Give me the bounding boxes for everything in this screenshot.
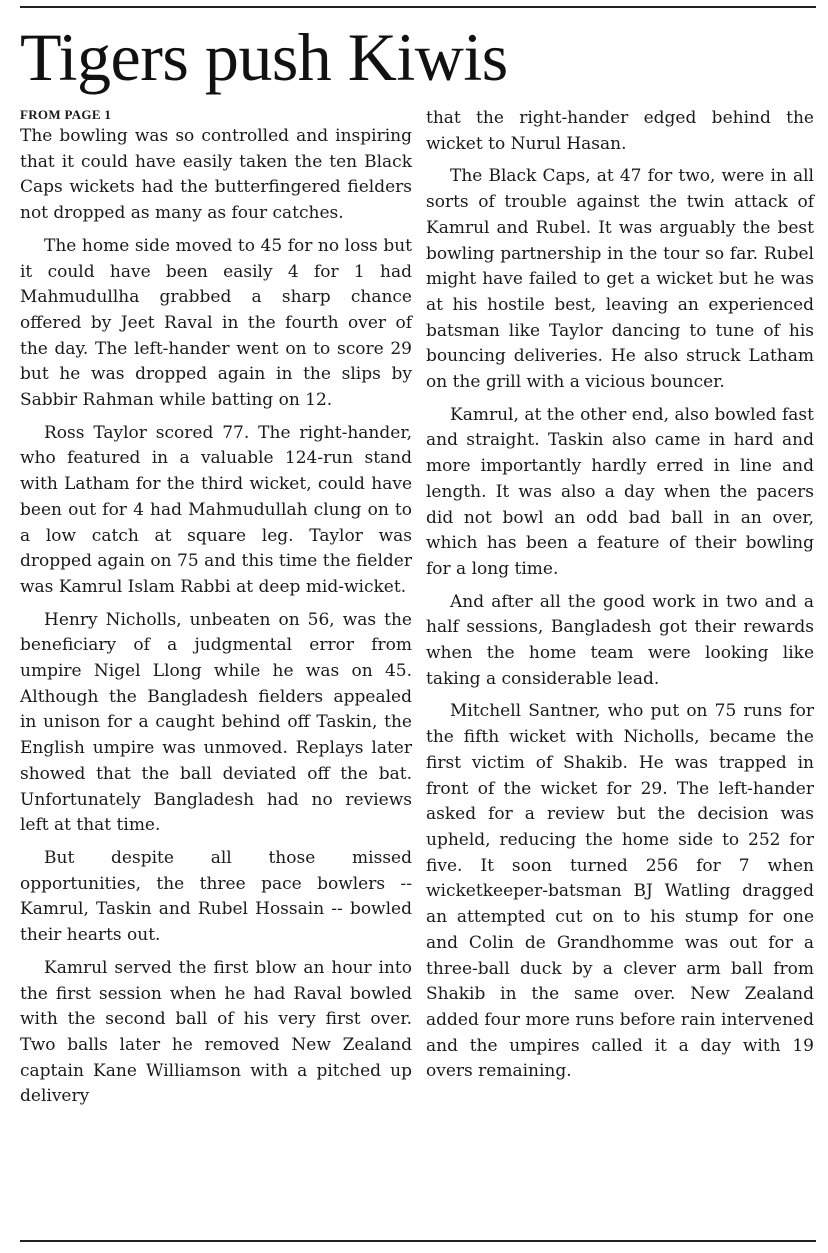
- top-rule: [20, 6, 816, 8]
- paragraph: Kamrul served the first blow an hour into the first session when he had Raval bowled with the second ball of his very first over. Two balls later he removed New Zealand captain Kane Williamson with a pitched up delivery: [20, 957, 412, 1107]
- paragraph: Henry Nicholls, unbeaten on 56, was the beneficiary of a judgmental error from umpire Nigel Llong while he was on 45. Although the Bangladesh fielders appealed in unison for a caught behind off Taskin, the English umpire was unmoved. Replays later showed that the ball deviated off the bat. Unfortunately Bangladesh had no reviews left at that time.: [20, 609, 412, 836]
- paragraph: Kamrul, at the other end, also bowled fast and straight. Taskin also came in hard and more importantly hardly erred in line and length. It was also a day when the pacers did not bowl an odd bad ball in an over, which has been a feature of their bowling for a long time.: [426, 404, 814, 579]
- paragraph: The Black Caps, at 47 for two, were in all sorts of trouble against the twin attack of Kamrul and Rubel. It was arguably the best bowling partnership in the tour so far. Rubel might have failed to get a wicket but he was at his hostile best, leaving an experienced batsman like Taylor dancing to tune of his bouncing deliveries. He also struck Latham on the grill with a vicious bouncer.: [426, 166, 814, 393]
- paragraph: Ross Taylor scored 77. The right-hander, who featured in a valuable 124-run stand with Latham for the third wicket, could have been out for 4 had Mahmudullah clung on to a low catch at square leg. Taylor was dropped again on 75 and this time the fielder was Kamrul Islam Rabbi at deep mid-wicket.: [20, 422, 412, 597]
- paragraph: The bowling was so controlled and inspiring that it could have easily taken the ten Black Caps wickets had the butterfingered fielders not dropped as many as four catches.: [20, 126, 412, 224]
- article-column-left: [20, 106, 412, 1110]
- bottom-rule: [20, 1240, 816, 1242]
- paragraph: But despite all those missed opportunities, the three pace bowlers -- Kamrul, Taskin and Rubel Hossain -- bowled their hearts out.: [20, 847, 412, 946]
- paragraph: The home side moved to 45 for no loss but it could have been easily 4 for 1 had Mahmudullha grabbed a sharp chance offered by Jeet Raval in the fourth over of the day. The left-hander went on to score 29 but he was dropped again in the slips by Sabbir Rahman while batting on 12.: [20, 235, 412, 411]
- paragraph: Mitchell Santner, who put on 75 runs for the fifth wicket with Nicholls, became the first victim of Shakib. He was trapped in front of the wicket for 29. The left-hander asked for a review but the decision was upheld, reducing the home side to 252 for five. It soon turned 256 for 7 when wicketkeeper-batsman BJ Watling dragged an attempted cut on to his stump for one and Colin de Grandhomme was out for a three-ball duck by a clever arm ball from Shakib in the same over. New Zealand added four more runs before rain intervened and the umpires called it a day with 19 overs remaining.: [426, 701, 814, 1082]
- dateline: FROM PAGE 1: [20, 107, 112, 122]
- paragraph: that the right-hander edged behind the wicket to Nurul Hasan.: [426, 108, 814, 154]
- headline: Tigers push Kiwis: [20, 19, 508, 95]
- article-column-right: [426, 106, 814, 1085]
- paragraph: And after all the good work in two and a half sessions, Bangladesh got their rewards when the home team were looking like taking a considerable lead.: [426, 591, 814, 689]
